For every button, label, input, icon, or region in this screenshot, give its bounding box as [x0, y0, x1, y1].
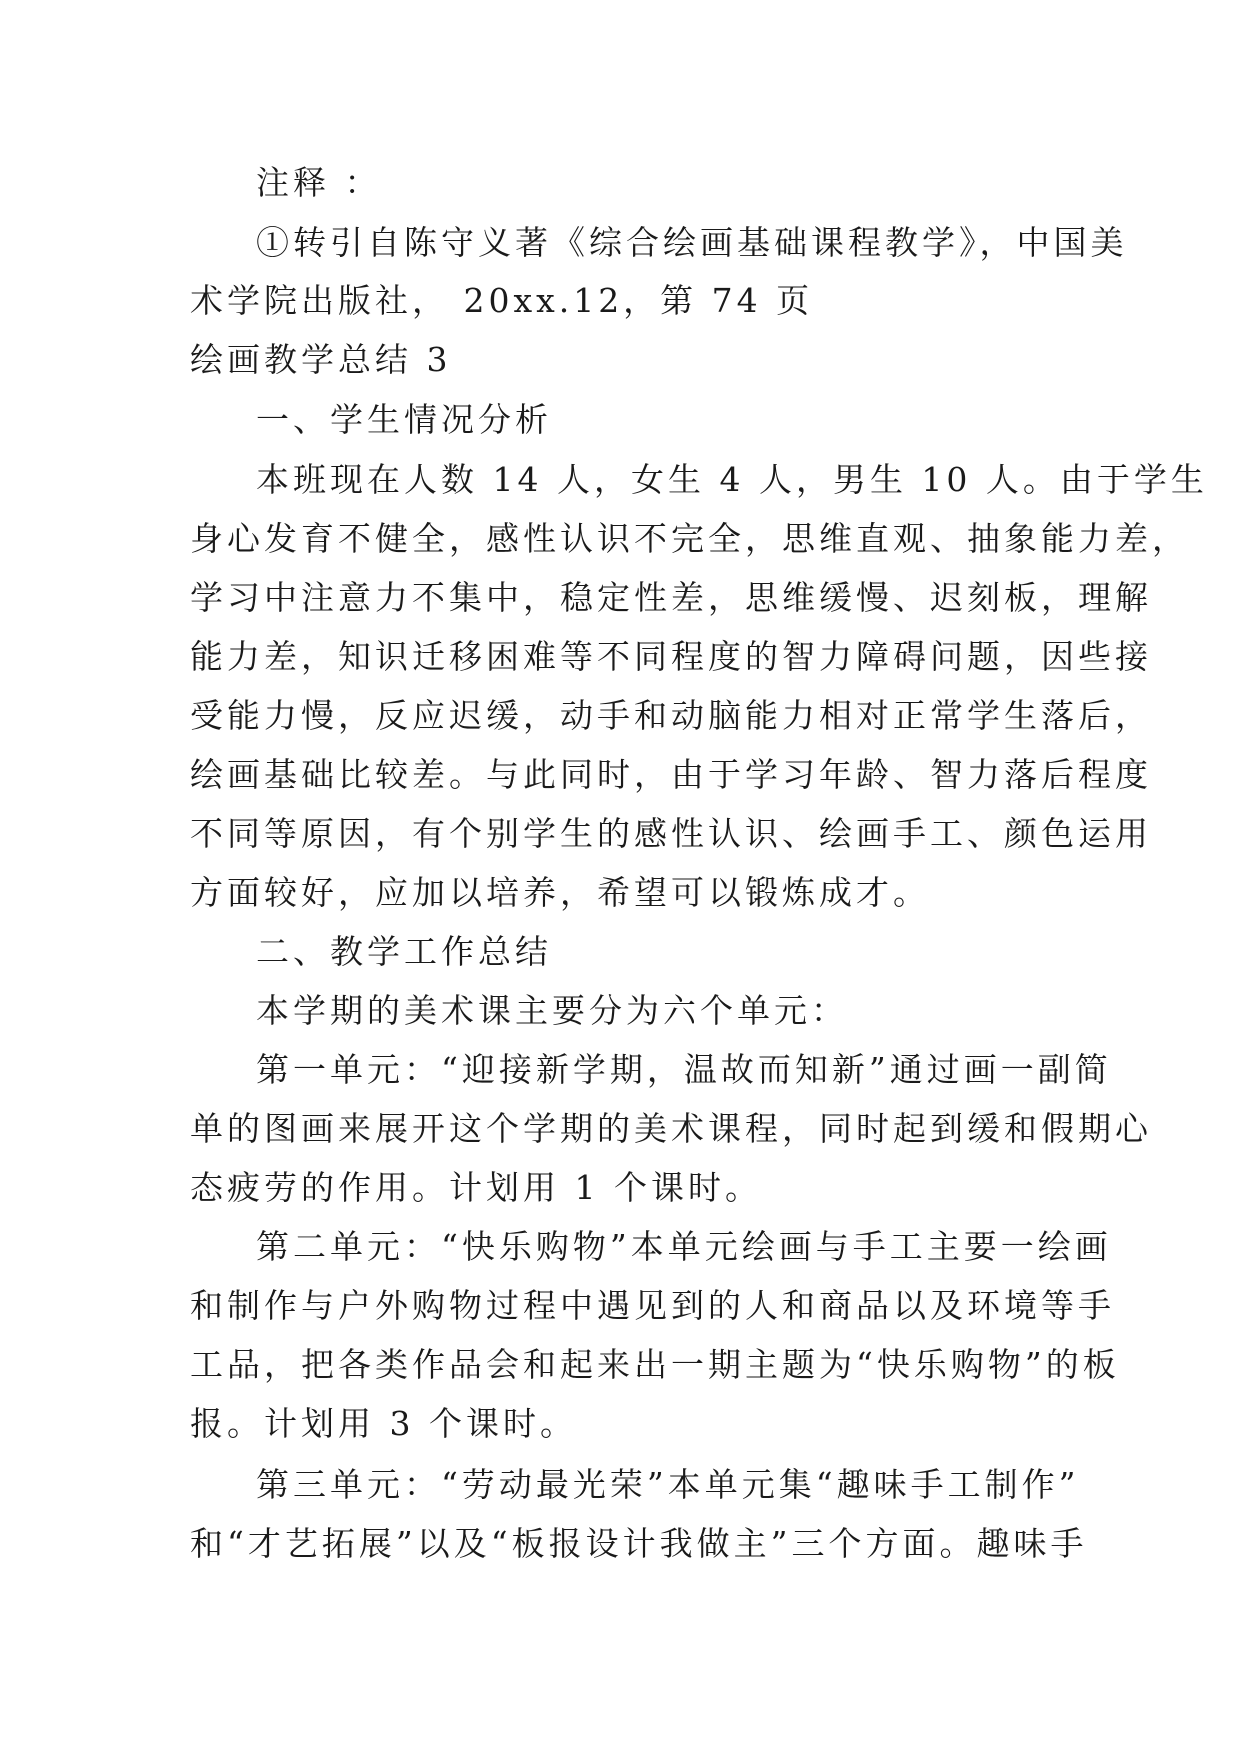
paragraph-line: 身心发育不健全，感性认识不完全，思维直观、抽象能力差， — [190, 519, 1189, 558]
paragraph-line: 本学期的美术课主要分为六个单元： — [256, 991, 848, 1030]
paragraph-line: 单的图画来展开这个学期的美术课程，同时起到缓和假期心 — [190, 1109, 1152, 1148]
paragraph-line: 绘画基础比较差。与此同时，由于学习年龄、智力落后程度 — [190, 755, 1152, 794]
footnote-line: 术学院出版社， 20xx.12，第 74 页 — [190, 281, 814, 320]
paragraph-line: 报。计划用 3 个课时。 — [190, 1404, 577, 1443]
paragraph-line: 不同等原因，有个别学生的感性认识、绘画手工、颜色运用 — [190, 814, 1152, 853]
footnote-line: ①转引自陈守义著《综合绘画基础课程教学》，中国美 — [256, 223, 1128, 262]
subheading-teaching-summary: 二、教学工作总结 — [256, 932, 552, 971]
paragraph-line: 第一单元：“迎接新学期，温故而知新”通过画一副简 — [256, 1050, 1112, 1089]
paragraph-line: 和“才艺拓展”以及“板报设计我做主”三个方面。趣味手 — [190, 1524, 1088, 1563]
paragraph-line: 和制作与户外购物过程中遇见到的人和商品以及环境等手 — [190, 1286, 1115, 1325]
paragraph-line: 本班现在人数 14 人，女生 4 人，男生 10 人。由于学生 — [256, 460, 1208, 499]
section-title: 绘画教学总结 3 — [190, 340, 452, 379]
subheading-student-analysis: 一、学生情况分析 — [256, 400, 552, 439]
paragraph-line: 工品，把各类作品会和起来出一期主题为“快乐购物”的板 — [190, 1345, 1120, 1384]
paragraph-line: 第三单元：“劳动最光荣”本单元集“趣味手工制作” — [256, 1465, 1080, 1504]
paragraph-line: 态疲劳的作用。计划用 1 个课时。 — [190, 1168, 762, 1207]
paragraph-line: 学习中注意力不集中，稳定性差，思维缓慢、迟刻板，理解 — [190, 578, 1152, 617]
paragraph-line: 能力差，知识迁移困难等不同程度的智力障碍问题，因些接 — [190, 637, 1152, 676]
paragraph-line: 方面较好，应加以培养，希望可以锻炼成才。 — [190, 873, 930, 912]
paragraph-line: 受能力慢，反应迟缓，动手和动脑能力相对正常学生落后， — [190, 696, 1152, 735]
paragraph-line: 第二单元：“快乐购物”本单元绘画与手工主要一绘画 — [256, 1227, 1112, 1266]
note-heading: 注释 ： — [256, 163, 382, 202]
